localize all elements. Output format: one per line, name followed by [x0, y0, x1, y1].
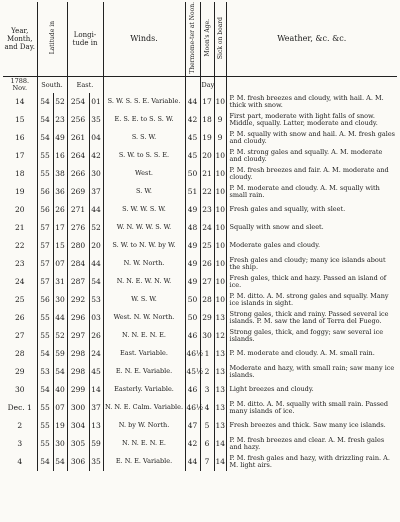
blank-cell	[226, 76, 397, 93]
winds-cell: N. by W. North.	[103, 417, 185, 435]
winds-cell: W. N. W. W. S. W.	[103, 219, 185, 237]
lat-unit-cell: South.	[37, 76, 67, 93]
lon-deg-cell: 304	[67, 417, 89, 435]
thermometer-cell: 45	[185, 147, 200, 165]
lat-deg-cell: 54	[37, 453, 53, 471]
lon-min-cell: 37	[89, 183, 103, 201]
moon-age-cell: 28	[200, 291, 214, 309]
winds-cell: West. N. W. North.	[103, 309, 185, 327]
weather-cell: P. M. moderate and cloudy. A. M. small rain.	[229, 349, 375, 358]
sick-cell: 10	[214, 237, 226, 255]
sick-cell: 10	[214, 219, 226, 237]
weather-header: Weather, &c. &c.	[226, 2, 397, 76]
weather-cell: Squally with snow and sleet.	[229, 223, 324, 232]
thermometer-cell: 49	[185, 255, 200, 273]
day-cell: 20	[3, 201, 37, 219]
day-cell: 23	[3, 255, 37, 273]
lon-deg-cell: 256	[67, 111, 89, 129]
thermometer-cell: 48	[185, 219, 200, 237]
sick-cell: 9	[214, 111, 226, 129]
lat-deg-cell: 55	[37, 417, 53, 435]
sick-cell: 13	[214, 417, 226, 435]
lat-min-cell: 30	[53, 291, 67, 309]
lon-deg-cell: 306	[67, 453, 89, 471]
lat-deg-cell: 56	[37, 183, 53, 201]
log-row	[3, 147, 397, 165]
lon-deg-cell: 287	[67, 273, 89, 291]
weather-cell: Moderate and hazy, with small rain; saw many ice islands.	[229, 363, 395, 379]
lon-deg-cell: 276	[67, 219, 89, 237]
day-cell: 24	[3, 273, 37, 291]
lat-min-cell: 19	[53, 417, 67, 435]
thermometer-cell: 46½	[185, 345, 200, 363]
moon-age-cell: 17	[200, 93, 214, 111]
thermometer-cell: 51	[185, 183, 200, 201]
day-cell: 3	[3, 435, 37, 453]
lat-deg-cell: 55	[37, 435, 53, 453]
day-cell: 2	[3, 417, 37, 435]
lat-deg-cell: 54	[37, 129, 53, 147]
day-label-cell: Day	[200, 76, 214, 93]
moon-age-cell: 21	[200, 165, 214, 183]
day-cell: 15	[3, 111, 37, 129]
day-cell: 17	[3, 147, 37, 165]
thermometer-cell: 46½	[185, 399, 200, 417]
winds-cell: N. N. E. W. N. W.	[103, 273, 185, 291]
lon-min-cell: 44	[89, 201, 103, 219]
lon-min-cell: 37	[89, 399, 103, 417]
sick-cell: 13	[214, 345, 226, 363]
lon-min-cell: 35	[89, 111, 103, 129]
weather-cell: Fresh gales and cloudy; many ice islands about the ship.	[229, 255, 386, 271]
winds-cell: S. W. S. S. E. Variable.	[103, 93, 185, 111]
lon-min-cell: 52	[89, 219, 103, 237]
lat-min-cell: 17	[53, 219, 67, 237]
moon-age-cell: 24	[200, 219, 214, 237]
lat-deg-cell: 54	[37, 345, 53, 363]
weather-cell: P. M. ditto. A. M. squally with small rain. Passed many islands of ice.	[229, 399, 389, 415]
log-row	[3, 453, 397, 471]
lon-deg-cell: 280	[67, 237, 89, 255]
lat-min-cell: 23	[53, 111, 67, 129]
thermometer-header: Thermome-ter at Noon.	[185, 2, 200, 76]
day-cell: 26	[3, 309, 37, 327]
day-cell: 22	[3, 237, 37, 255]
winds-cell: N. W. North.	[103, 255, 185, 273]
thermometer-cell: 45½	[185, 363, 200, 381]
lon-min-cell: 59	[89, 435, 103, 453]
weather-cell: P. M. squally with snow and hail. A. M. fresh gales and cloudy.	[229, 129, 396, 145]
lon-min-cell: 45	[89, 363, 103, 381]
lat-deg-cell: 53	[37, 363, 53, 381]
day-cell: 4	[3, 453, 37, 471]
weather-cell: Strong gales, thick, and foggy; saw several ice islands.	[229, 327, 384, 343]
weather-log-table	[3, 2, 397, 471]
log-row	[3, 291, 397, 309]
lon-deg-cell: 297	[67, 327, 89, 345]
log-row	[3, 435, 397, 453]
day-cell: 30	[3, 381, 37, 399]
lat-min-cell: 52	[53, 93, 67, 111]
moon-age-cell: 22	[200, 183, 214, 201]
year-cell: 1788. Nov.	[3, 76, 37, 93]
lon-deg-cell: 298	[67, 345, 89, 363]
lat-min-cell: 44	[53, 309, 67, 327]
log-row	[3, 237, 397, 255]
sick-cell: 9	[214, 129, 226, 147]
log-row	[3, 309, 397, 327]
thermometer-cell: 44	[185, 453, 200, 471]
moon-age-cell: 26	[200, 255, 214, 273]
lat-deg-cell: 56	[37, 201, 53, 219]
log-body	[3, 76, 397, 471]
moon-age-cell: 6	[200, 435, 214, 453]
blank-cell	[214, 76, 226, 93]
thermometer-cell: 50	[185, 291, 200, 309]
day-cell: 19	[3, 183, 37, 201]
lat-min-cell: 40	[53, 381, 67, 399]
log-row	[3, 129, 397, 147]
sick-cell: 13	[214, 309, 226, 327]
moon-age-cell: 3	[200, 381, 214, 399]
sick-cell: 10	[214, 165, 226, 183]
day-cell: 27	[3, 327, 37, 345]
lon-min-cell: 20	[89, 237, 103, 255]
sick-cell: 14	[214, 453, 226, 471]
lat-min-cell: 07	[53, 399, 67, 417]
winds-cell: N. N. E. Calm. Variable.	[103, 399, 185, 417]
winds-cell: E. N. E. Variable.	[103, 363, 185, 381]
lat-deg-cell: 55	[37, 399, 53, 417]
winds-cell: E. S. E. to S. S. W.	[103, 111, 185, 129]
day-cell: 28	[3, 345, 37, 363]
log-row	[3, 255, 397, 273]
lon-deg-cell: 264	[67, 147, 89, 165]
weather-cell: First part, moderate with light falls of snow. Middle, squally. Latter, moderate and cloudy.	[229, 111, 378, 127]
sick-cell: 10	[214, 147, 226, 165]
winds-cell: S. W.	[103, 183, 185, 201]
log-row	[3, 327, 397, 345]
sick-cell: 12	[214, 327, 226, 345]
weather-cell: Fresh gales, thick and hazy. Passed an island of ice.	[229, 273, 387, 289]
log-row	[3, 273, 397, 291]
log-row	[3, 345, 397, 363]
log-row	[3, 363, 397, 381]
thermometer-cell: 44	[185, 93, 200, 111]
lat-deg-cell: 57	[37, 219, 53, 237]
lon-min-cell: 44	[89, 255, 103, 273]
sick-header: Sick on board	[214, 2, 226, 76]
moon-age-cell: 19	[200, 129, 214, 147]
lon-min-cell: 24	[89, 345, 103, 363]
sick-cell: 10	[214, 255, 226, 273]
lat-deg-cell: 57	[37, 273, 53, 291]
winds-header: Winds.	[103, 2, 185, 76]
lat-deg-cell: 55	[37, 327, 53, 345]
winds-cell: N. N. E. N. E.	[103, 327, 185, 345]
lat-min-cell: 16	[53, 147, 67, 165]
lat-deg-cell: 55	[37, 147, 53, 165]
sick-cell: 10	[214, 93, 226, 111]
lat-deg-cell: 57	[37, 255, 53, 273]
lon-min-cell: 42	[89, 147, 103, 165]
lon-min-cell: 03	[89, 309, 103, 327]
thermometer-cell: 49	[185, 201, 200, 219]
winds-cell: E. N. E. Variable.	[103, 453, 185, 471]
lon-deg-cell: 269	[67, 183, 89, 201]
sick-cell: 10	[214, 183, 226, 201]
day-cell: 21	[3, 219, 37, 237]
lat-min-cell: 54	[53, 453, 67, 471]
lon-min-cell: 35	[89, 453, 103, 471]
sick-cell: 10	[214, 201, 226, 219]
winds-cell: S. W. to S. S. E.	[103, 147, 185, 165]
thermometer-cell: 49	[185, 237, 200, 255]
thermometer-cell: 50	[185, 309, 200, 327]
thermometer-cell: 42	[185, 111, 200, 129]
lon-min-cell: 53	[89, 291, 103, 309]
sick-cell: 10	[214, 273, 226, 291]
lon-deg-cell: 266	[67, 165, 89, 183]
log-row	[3, 381, 397, 399]
moon-age-cell: 30	[200, 327, 214, 345]
thermometer-cell: 42	[185, 435, 200, 453]
moon-age-cell: 18	[200, 111, 214, 129]
thermometer-cell: 47	[185, 417, 200, 435]
winds-cell: W. S. W.	[103, 291, 185, 309]
latitude-header: Latitude in	[37, 2, 67, 76]
lon-min-cell: 54	[89, 273, 103, 291]
lon-min-cell: 04	[89, 129, 103, 147]
lon-deg-cell: 271	[67, 201, 89, 219]
lon-deg-cell: 292	[67, 291, 89, 309]
lon-deg-cell: 254	[67, 93, 89, 111]
log-row	[3, 93, 397, 111]
lat-min-cell: 38	[53, 165, 67, 183]
lon-min-cell: 14	[89, 381, 103, 399]
lon-deg-cell: 296	[67, 309, 89, 327]
weather-cell: P. M. ditto. A. M. strong gales and squally. Many ice islands in sight.	[229, 291, 389, 307]
blank-cell	[185, 76, 200, 93]
log-row	[3, 183, 397, 201]
day-cell: 18	[3, 165, 37, 183]
moon-age-cell: 20	[200, 147, 214, 165]
weather-cell: P. M. fresh breezes and fair. A. M. moderate and cloudy.	[229, 165, 389, 181]
winds-cell: West.	[103, 165, 185, 183]
lon-min-cell: 26	[89, 327, 103, 345]
lat-min-cell: 07	[53, 255, 67, 273]
lat-deg-cell: 54	[37, 381, 53, 399]
weather-cell: P. M. fresh gales and hazy, with drizzling rain. A. M. light airs.	[229, 453, 390, 469]
lon-min-cell: 13	[89, 417, 103, 435]
lat-deg-cell: 56	[37, 291, 53, 309]
lat-deg-cell: 54	[37, 93, 53, 111]
lat-min-cell: 52	[53, 327, 67, 345]
thermometer-cell: 46	[185, 381, 200, 399]
day-cell: Dec. 1	[3, 399, 37, 417]
lat-min-cell: 59	[53, 345, 67, 363]
lon-min-cell: 30	[89, 165, 103, 183]
lat-min-cell: 49	[53, 129, 67, 147]
moon-age-header: Moon's Age.	[200, 2, 214, 76]
weather-cell: P. M. strong gales and squally. A. M. moderate and cloudy.	[229, 147, 383, 163]
moon-age-cell: 1	[200, 345, 214, 363]
log-row	[3, 111, 397, 129]
log-row	[3, 165, 397, 183]
moon-age-cell: 5	[200, 417, 214, 435]
moon-age-cell: 4	[200, 399, 214, 417]
lon-deg-cell: 300	[67, 399, 89, 417]
date-header: Year, Month, and Day.	[3, 2, 37, 76]
lon-unit-cell: East.	[67, 76, 103, 93]
lat-min-cell: 36	[53, 183, 67, 201]
day-cell: 14	[3, 93, 37, 111]
blank-cell	[103, 76, 185, 93]
lon-deg-cell: 284	[67, 255, 89, 273]
weather-cell: P. M. fresh breezes and clear. A. M. fresh gales and hazy.	[229, 435, 385, 451]
longitude-header: Longi-tude in	[67, 2, 103, 76]
moon-age-cell: 2	[200, 363, 214, 381]
log-row	[3, 201, 397, 219]
lat-min-cell: 54	[53, 363, 67, 381]
weather-cell: Strong gales, thick and rainy. Passed several ice islands. P. M. saw the land of Terra del Fuego.	[229, 309, 389, 325]
sick-cell: 13	[214, 363, 226, 381]
moon-age-cell: 7	[200, 453, 214, 471]
weather-cell: Fresh gales and squally, with sleet.	[229, 205, 346, 214]
sick-cell: 13	[214, 399, 226, 417]
log-row	[3, 219, 397, 237]
winds-cell: S. W. W. S. W.	[103, 201, 185, 219]
weather-cell: Fresh breezes and thick. Saw many ice islands.	[229, 421, 386, 430]
lat-deg-cell: 55	[37, 309, 53, 327]
moon-age-cell: 25	[200, 237, 214, 255]
winds-cell: N. N. E. N. E.	[103, 435, 185, 453]
thermometer-cell: 49	[185, 273, 200, 291]
day-cell: 29	[3, 363, 37, 381]
weather-cell: P. M. moderate and cloudy. A. M. squally with small rain.	[229, 183, 380, 199]
lon-deg-cell: 298	[67, 363, 89, 381]
header-row	[3, 2, 397, 76]
winds-cell: S. W. to N. W. by W.	[103, 237, 185, 255]
weather-cell: P. M. fresh breezes and cloudy, with hail. A. M. thick with snow.	[229, 93, 384, 109]
winds-cell: Easterly. Variable.	[103, 381, 185, 399]
thermometer-cell: 46	[185, 327, 200, 345]
moon-age-cell: 23	[200, 201, 214, 219]
lat-min-cell: 26	[53, 201, 67, 219]
lat-deg-cell: 54	[37, 111, 53, 129]
winds-cell: East. Variable.	[103, 345, 185, 363]
lat-deg-cell: 55	[37, 165, 53, 183]
lon-min-cell: 01	[89, 93, 103, 111]
lat-min-cell: 15	[53, 237, 67, 255]
log-row	[3, 399, 397, 417]
day-cell: 16	[3, 129, 37, 147]
moon-age-cell: 29	[200, 309, 214, 327]
weather-cell: Light breezes and cloudy.	[229, 385, 314, 394]
lon-deg-cell: 299	[67, 381, 89, 399]
day-cell: 25	[3, 291, 37, 309]
lat-deg-cell: 57	[37, 237, 53, 255]
sick-cell: 10	[214, 291, 226, 309]
winds-cell: S. S. W.	[103, 129, 185, 147]
weather-cell: Moderate gales and cloudy.	[229, 241, 321, 250]
log-row	[3, 417, 397, 435]
units-row	[3, 76, 397, 93]
thermometer-cell: 50	[185, 165, 200, 183]
sick-cell: 14	[214, 435, 226, 453]
lat-min-cell: 31	[53, 273, 67, 291]
lon-deg-cell: 305	[67, 435, 89, 453]
lon-deg-cell: 261	[67, 129, 89, 147]
sick-cell: 13	[214, 381, 226, 399]
moon-age-cell: 27	[200, 273, 214, 291]
lat-min-cell: 30	[53, 435, 67, 453]
thermometer-cell: 45	[185, 129, 200, 147]
